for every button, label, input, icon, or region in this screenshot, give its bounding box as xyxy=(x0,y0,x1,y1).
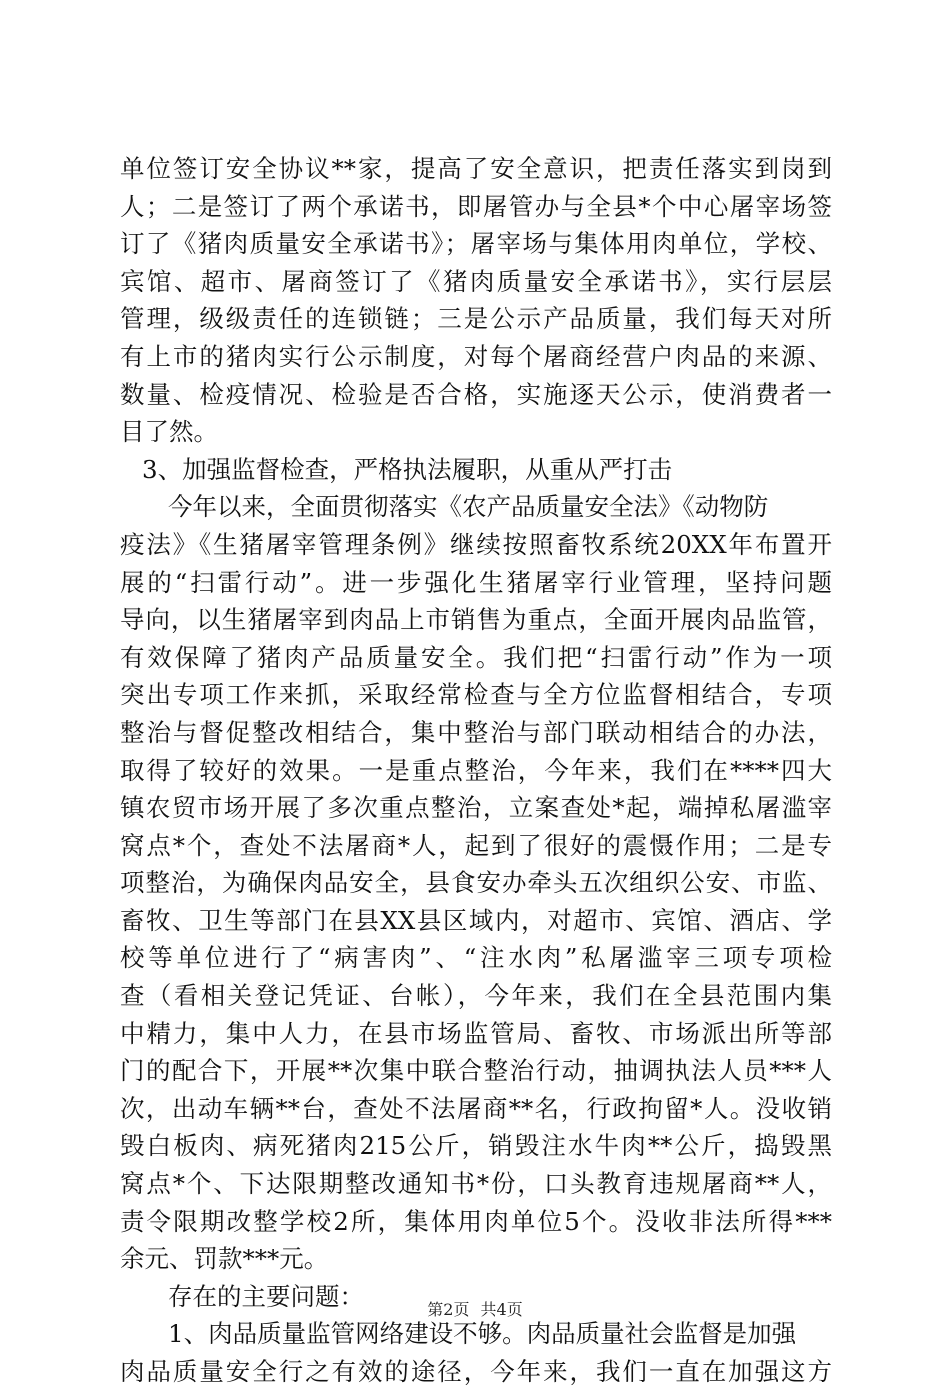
body-line: 查（看相关登记凭证、台帐），今年来，我们在全县范围内集 xyxy=(120,981,832,1011)
body-line: 整治与督促整改相结合，集中整治与部门联动相结合的办法， xyxy=(120,717,832,747)
section-heading: 3、加强监督检查，严格执法履职，从重从严打击 xyxy=(142,454,673,484)
page-number: 第2页 xyxy=(427,1300,470,1319)
body-line: 有上市的猪肉实行公示制度，对每个屠商经营户肉品的来源、 xyxy=(120,341,832,371)
body-line: 畜牧、卫生等部门在县XX县区域内，对超市、宾馆、酒店、学 xyxy=(120,905,832,935)
body-line: 今年以来，全面贯彻落实《农产品质量安全法》《动物防 xyxy=(168,492,769,522)
body-line: 订了《猪肉质量安全承诺书》；屠宰场与集体用肉单位，学校、 xyxy=(120,229,832,259)
body-line: 展的“扫雷行动”。进一步强化生猪屠宰行业管理，坚持问题 xyxy=(120,567,832,597)
body-line: 导向，以生猪屠宰到肉品上市销售为重点，全面开展肉品监管， xyxy=(120,605,832,635)
body-line: 1、肉品质量监管网络建设不够。肉品质量社会监督是加强 xyxy=(168,1319,797,1349)
body-line: 门的配合下，开展**次集中联合整治行动，抽调执法人员***人 xyxy=(120,1056,832,1086)
body-line: 校等单位进行了“病害肉”、“注水肉”私屠滥宰三项专项检 xyxy=(120,943,832,973)
body-line: 目了然。 xyxy=(120,417,218,447)
body-line: 窝点*个、下达限期整改通知书*份，口头教育违规屠商**人， xyxy=(120,1169,832,1199)
body-line: 管理，级级责任的连锁链；三是公示产品质量，我们每天对所 xyxy=(120,304,832,334)
page-total: 共4页 xyxy=(480,1300,523,1319)
section-heading: 存在的主要问题： xyxy=(168,1281,364,1311)
body-line: 突出专项工作来抓，采取经常检查与全方位监督相结合，专项 xyxy=(120,680,832,710)
body-line: 取得了较好的效果。一是重点整治，今年来，我们在****四大 xyxy=(120,755,832,785)
body-line: 单位签订安全协议**家，提高了安全意识，把责任落实到岗到 xyxy=(120,154,832,183)
body-line: 责令限期改整学校2所，集体用肉单位5个。没收非法所得*** xyxy=(120,1206,832,1236)
body-line: 数量、检疫情况、检验是否合格，实施逐天公示，使消费者一 xyxy=(120,379,832,409)
body-line: 项整治，为确保肉品安全，县食安办牵头五次组织公安、市监、 xyxy=(120,868,832,898)
body-line: 肉品质量安全行之有效的途径，今年来，我们一直在加强这方 xyxy=(120,1357,832,1386)
document-body xyxy=(120,150,832,1391)
body-line: 毁白板肉、病死猪肉215公斤，销毁注水牛肉**公斤，捣毁黑 xyxy=(120,1131,832,1161)
body-line: 余元、罚款***元。 xyxy=(120,1244,329,1274)
body-line: 疫法》《生猪屠宰管理条例》继续按照畜牧系统20XX年布置开 xyxy=(120,529,832,559)
page-footer xyxy=(0,1297,950,1320)
body-line: 宾馆、超市、屠商签订了《猪肉质量安全承诺书》，实行层层 xyxy=(120,266,832,296)
body-line: 中精力，集中人力，在县市场监管局、畜牧、市场派出所等部 xyxy=(120,1018,832,1048)
body-line: 镇农贸市场开展了多次重点整治，立案查处*起，端掉私屠滥宰 xyxy=(120,793,832,823)
body-line: 窝点*个，查处不法屠商*人，起到了很好的震慑作用；二是专 xyxy=(120,830,832,860)
body-line: 次，出动车辆**台，查处不法屠商**名，行政拘留*人。没收销 xyxy=(120,1093,832,1123)
body-line: 有效保障了猪肉产品质量安全。我们把“扫雷行动”作为一项 xyxy=(120,642,832,672)
body-line: 人；二是签订了两个承诺书，即屠管办与全县*个中心屠宰场签 xyxy=(120,191,832,221)
